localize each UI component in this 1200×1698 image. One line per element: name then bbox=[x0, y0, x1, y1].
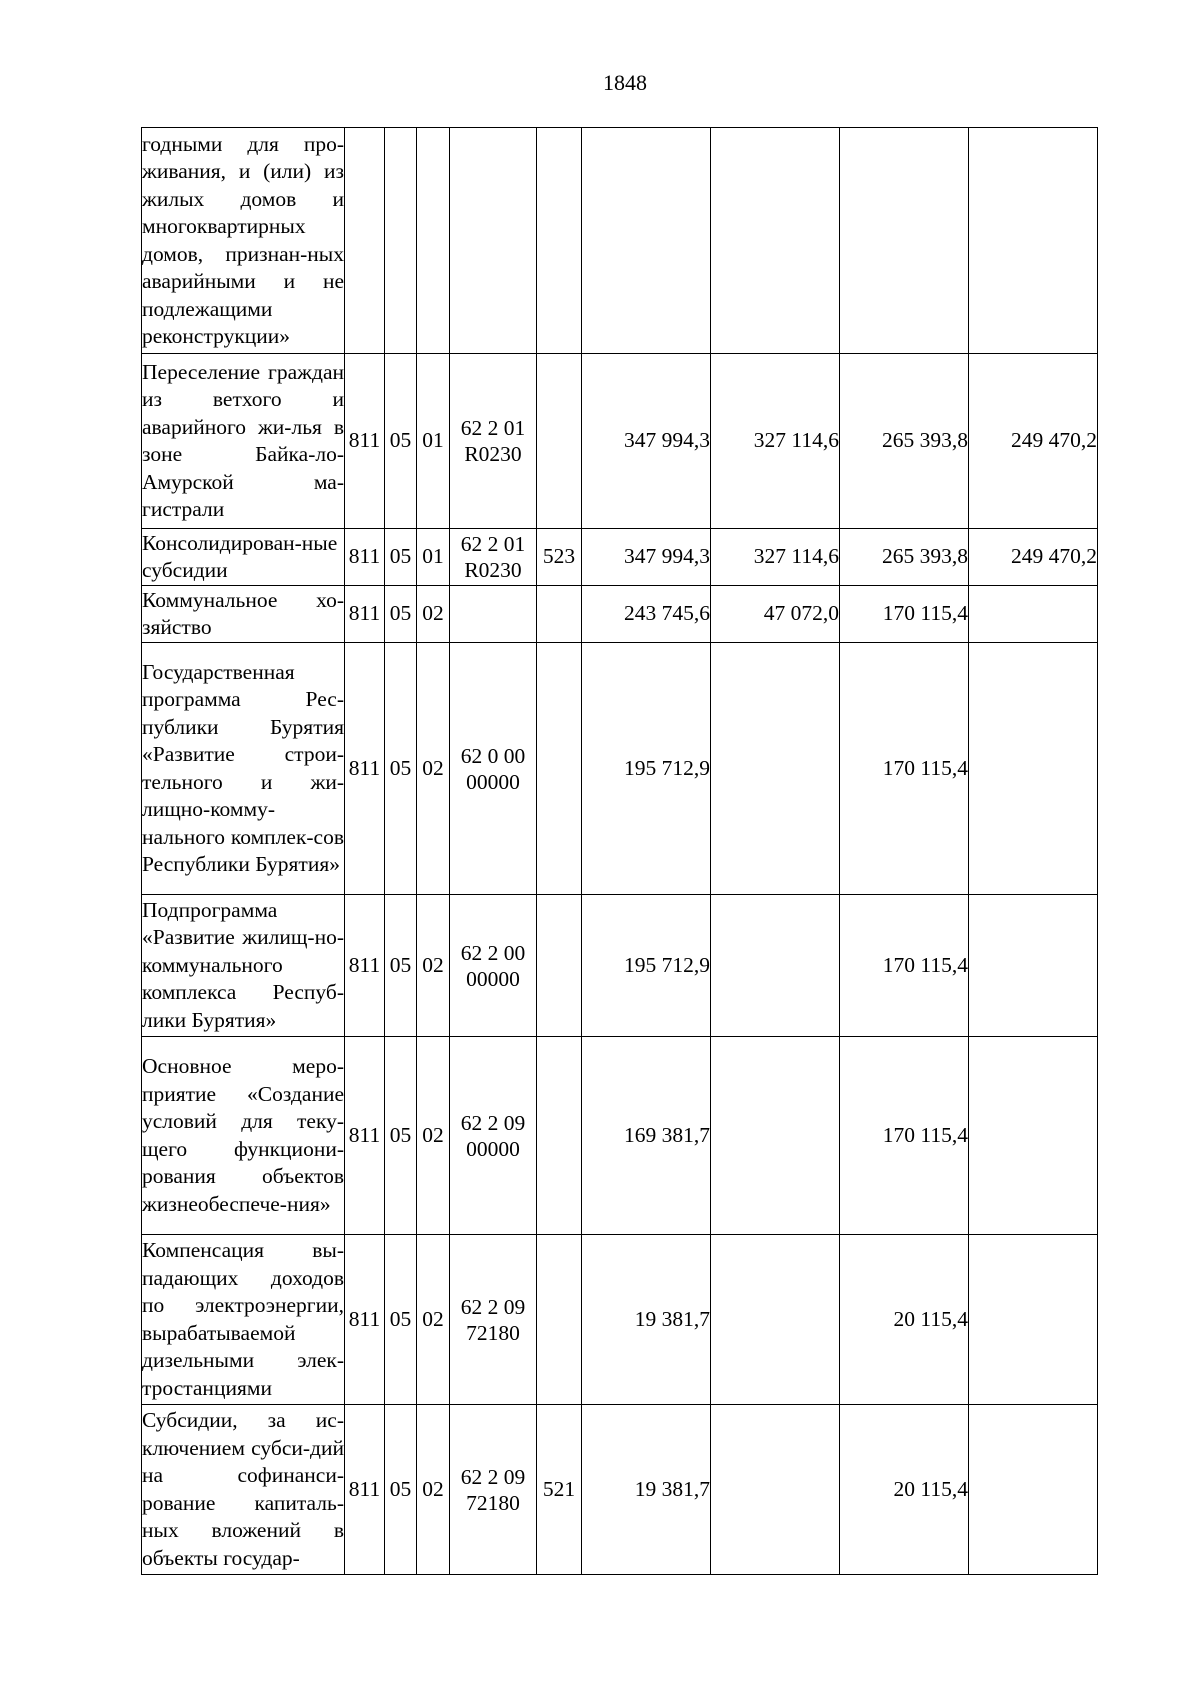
table-row bbox=[142, 643, 1098, 895]
section-code: 05 bbox=[385, 1235, 417, 1405]
amount-1: 19 381,7 bbox=[582, 1405, 711, 1575]
amount-3: 20 115,4 bbox=[840, 1405, 969, 1575]
target-article-code: 62 2 09 00000 bbox=[450, 1037, 537, 1235]
amount-3: 265 393,8 bbox=[840, 529, 969, 586]
amount-4 bbox=[969, 1037, 1098, 1235]
section-code: 05 bbox=[385, 1037, 417, 1235]
amount-3: 170 115,4 bbox=[840, 895, 969, 1037]
amount-1: 195 712,9 bbox=[582, 895, 711, 1037]
subsection-code: 02 bbox=[417, 643, 450, 895]
subsection-code: 02 bbox=[417, 586, 450, 643]
amount-2 bbox=[711, 1235, 840, 1405]
expense-type-code bbox=[537, 1235, 582, 1405]
row-description: Субсидии, за ис-ключением субси-дий на софинанси-рование капиталь-ных вложений в объекты государ- bbox=[142, 1405, 345, 1575]
row-description: годными для про-живания, и (или) из жилых домов и многоквартирных домов, признан-ных аварийными и не подлежащими реконструкции» bbox=[142, 128, 345, 354]
amount-4 bbox=[969, 1405, 1098, 1575]
amount-2 bbox=[711, 895, 840, 1037]
subsection-code bbox=[417, 128, 450, 354]
ved-code: 811 bbox=[345, 354, 385, 529]
amount-1: 347 994,3 bbox=[582, 354, 711, 529]
expense-type-code bbox=[537, 895, 582, 1037]
amount-2: 327 114,6 bbox=[711, 529, 840, 586]
subsection-code: 01 bbox=[417, 529, 450, 586]
table-row bbox=[142, 128, 1098, 354]
row-description: Переселение граждан из ветхого и аварийного жи-лья в зоне Байка-ло-Амурской ма-гистрали bbox=[142, 354, 345, 529]
subsection-code: 01 bbox=[417, 354, 450, 529]
ved-code: 811 bbox=[345, 1037, 385, 1235]
table-row bbox=[142, 529, 1098, 586]
ved-code: 811 bbox=[345, 643, 385, 895]
subsection-code: 02 bbox=[417, 1037, 450, 1235]
amount-3: 170 115,4 bbox=[840, 643, 969, 895]
ved-code: 811 bbox=[345, 1405, 385, 1575]
amount-1: 243 745,6 bbox=[582, 586, 711, 643]
amount-3: 265 393,8 bbox=[840, 354, 969, 529]
section-code: 05 bbox=[385, 895, 417, 1037]
subsection-code: 02 bbox=[417, 895, 450, 1037]
amount-2 bbox=[711, 1037, 840, 1235]
section-code bbox=[385, 128, 417, 354]
amount-2 bbox=[711, 128, 840, 354]
ved-code: 811 bbox=[345, 895, 385, 1037]
subsection-code: 02 bbox=[417, 1405, 450, 1575]
row-description: Компенсация вы-падающих доходов по электроэнергии, вырабатываемой дизельными элек-тростанциями bbox=[142, 1235, 345, 1405]
expense-type-code bbox=[537, 128, 582, 354]
section-code: 05 bbox=[385, 529, 417, 586]
amount-1: 347 994,3 bbox=[582, 529, 711, 586]
table-row bbox=[142, 1235, 1098, 1405]
ved-code: 811 bbox=[345, 1235, 385, 1405]
amount-2: 47 072,0 bbox=[711, 586, 840, 643]
amount-3: 170 115,4 bbox=[840, 1037, 969, 1235]
amount-4: 249 470,2 bbox=[969, 529, 1098, 586]
amount-1: 169 381,7 bbox=[582, 1037, 711, 1235]
amount-2 bbox=[711, 1405, 840, 1575]
table-row bbox=[142, 354, 1098, 529]
row-description: Подпрограмма «Развитие жилищ-но-коммунального комплекса Респуб-лики Бурятия» bbox=[142, 895, 345, 1037]
target-article-code bbox=[450, 128, 537, 354]
target-article-code: 62 2 09 72180 bbox=[450, 1405, 537, 1575]
row-description: Консолидирован-ные субсидии bbox=[142, 529, 345, 586]
table-row bbox=[142, 895, 1098, 1037]
amount-1: 195 712,9 bbox=[582, 643, 711, 895]
target-article-code bbox=[450, 586, 537, 643]
ved-code bbox=[345, 128, 385, 354]
ved-code: 811 bbox=[345, 586, 385, 643]
target-article-code: 62 0 00 00000 bbox=[450, 643, 537, 895]
amount-1: 19 381,7 bbox=[582, 1235, 711, 1405]
row-description: Государственная программа Рес-публики Бурятия «Развитие строи-тельного и жи-лищно-комму-нального комплек-сов Республики Бурятия» bbox=[142, 643, 345, 895]
amount-2 bbox=[711, 643, 840, 895]
amount-3: 170 115,4 bbox=[840, 586, 969, 643]
target-article-code: 62 2 00 00000 bbox=[450, 895, 537, 1037]
amount-4 bbox=[969, 643, 1098, 895]
table-row bbox=[142, 1037, 1098, 1235]
amount-3 bbox=[840, 128, 969, 354]
amount-3: 20 115,4 bbox=[840, 1235, 969, 1405]
target-article-code: 62 2 01 R0230 bbox=[450, 529, 537, 586]
table-row bbox=[142, 586, 1098, 643]
amount-2: 327 114,6 bbox=[711, 354, 840, 529]
section-code: 05 bbox=[385, 1405, 417, 1575]
section-code: 05 bbox=[385, 586, 417, 643]
row-description: Коммунальное хо-зяйство bbox=[142, 586, 345, 643]
budget-table bbox=[141, 127, 1098, 1575]
expense-type-code: 523 bbox=[537, 529, 582, 586]
amount-1 bbox=[582, 128, 711, 354]
expense-type-code bbox=[537, 586, 582, 643]
table-row bbox=[142, 1405, 1098, 1575]
expense-type-code bbox=[537, 1037, 582, 1235]
amount-4 bbox=[969, 128, 1098, 354]
section-code: 05 bbox=[385, 643, 417, 895]
section-code: 05 bbox=[385, 354, 417, 529]
amount-4: 249 470,2 bbox=[969, 354, 1098, 529]
subsection-code: 02 bbox=[417, 1235, 450, 1405]
amount-4 bbox=[969, 1235, 1098, 1405]
page-number: 1848 bbox=[603, 70, 647, 95]
expense-type-code bbox=[537, 643, 582, 895]
expense-type-code: 521 bbox=[537, 1405, 582, 1575]
row-description: Основное меро-приятие «Создание условий для теку-щего функциони-рования объектов жизнеобеспече-ния» bbox=[142, 1037, 345, 1235]
amount-4 bbox=[969, 586, 1098, 643]
target-article-code: 62 2 01 R0230 bbox=[450, 354, 537, 529]
target-article-code: 62 2 09 72180 bbox=[450, 1235, 537, 1405]
expense-type-code bbox=[537, 354, 582, 529]
amount-4 bbox=[969, 895, 1098, 1037]
table-body bbox=[142, 128, 1098, 1575]
ved-code: 811 bbox=[345, 529, 385, 586]
